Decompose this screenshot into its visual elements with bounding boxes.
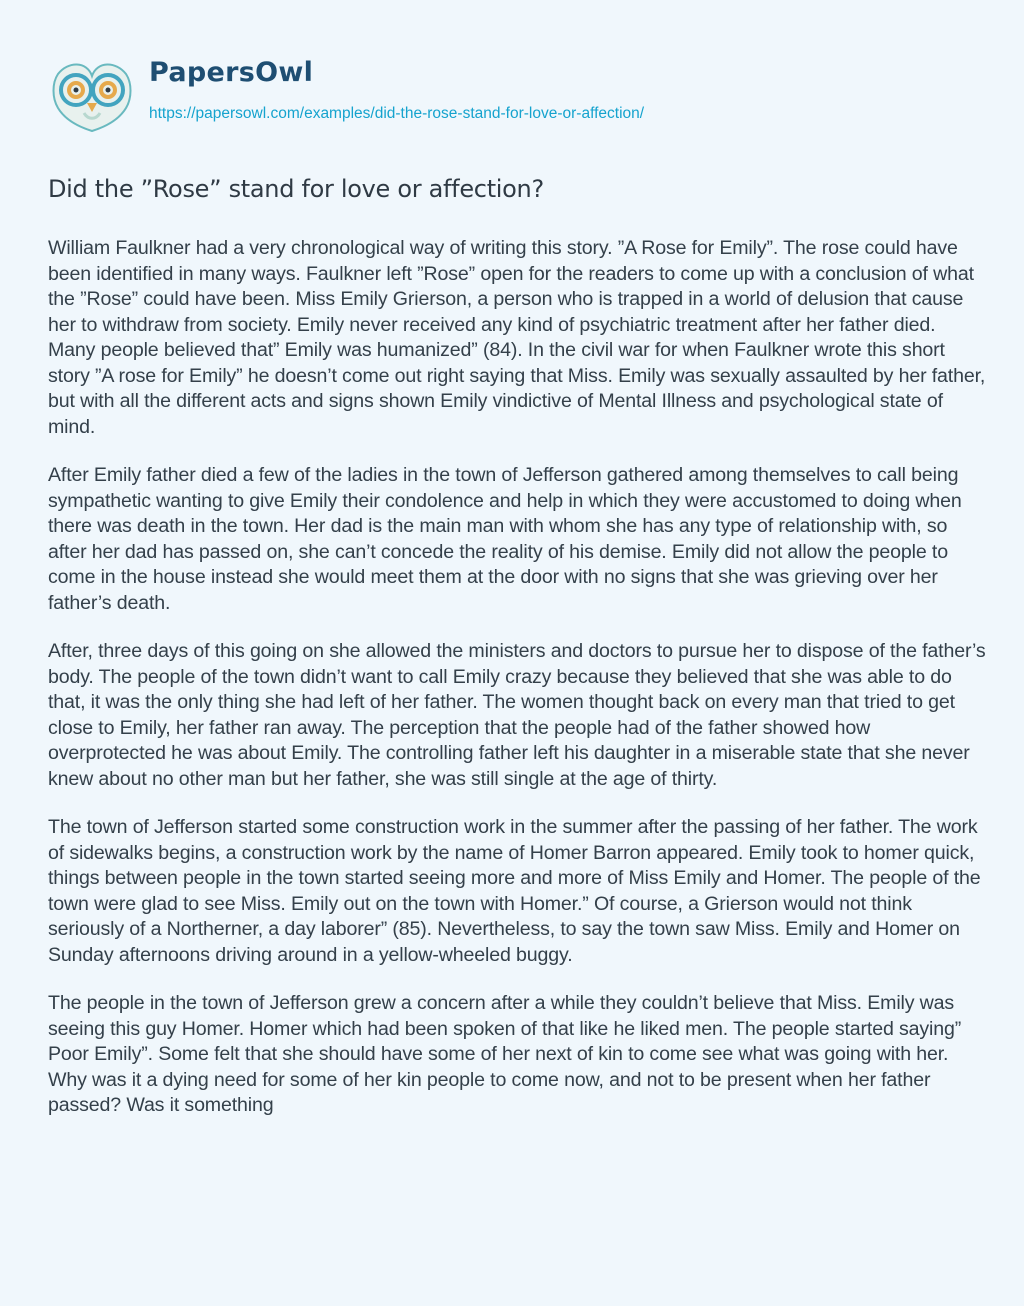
site-header	[48, 55, 644, 135]
page-title: Did the ”Rose” stand for love or affection?	[48, 175, 544, 203]
essay-paragraph: After, three days of this going on she allowed the ministers and doctors to pursue her to dispose of the father’s body. The people of the town didn’t want to call Emily crazy because they believed that she was able to do that, it was the only thing she had left of her father. The women thought back on every man that tried to get close to Emily, her father ran away. The perception that the people had of the father showed how overprotected he was about Emily. The controlling father left his daughter in a miserable state that she never knew about no other man but her father, she was still single at the age of thirty.	[48, 640, 986, 790]
essay-paragraph: The town of Jefferson started some construction work in the summer after the passing of her father. The work of sidewalks begins, a construction work by the name of Homer Barron appeared. Emily took to homer quick, things between people in the town started seeing more and more of Miss Emily and Homer. The people of the town were glad to see Miss. Emily out on the town with Homer.” Of course, a Grierson would not think seriously of a Northerner, a day laborer” (85). Nevertheless, to say the town saw Miss. Emily and Homer on Sunday afternoons driving around in a yellow-wheeled buggy.	[48, 816, 981, 966]
essay-paragraph: The people in the town of Jefferson grew a concern after a while they couldn’t believe that Miss. Emily was seeing this guy Homer. Homer which had been spoken of that like he liked men. The people started saying” Poor Emily”. Some felt that she should have some of her next of kin to come see what was going with her. Why was it a dying need for some of her kin people to come now, and not to be present when her father passed? Was it something	[48, 992, 962, 1116]
brand-text	[149, 56, 644, 126]
essay-paragraph: After Emily father died a few of the ladies in the town of Jefferson gathered among themselves to call being sympathetic wanting to give Emily their condolence and help in which they were accustomed to doing when there was death in the town. Her dad is the main man with whom she has any type of relationship with, so after her dad has passed on, she can’t concede the reality of his demise. Emily did not allow the people to come in the house instead she would meet them at the door with no signs that she was grieving over her father’s death.	[48, 464, 962, 614]
brand-name: PapersOwl	[149, 57, 314, 88]
essay-body	[48, 236, 988, 1142]
owl-logo-icon[interactable]	[48, 56, 136, 134]
source-url-link[interactable]: https://papersowl.com/examples/did-the-rose-stand-for-love-or-affection/	[149, 105, 645, 122]
essay-paragraph: William Faulkner had a very chronological way of writing this story. ”A Rose for Emily”. The rose could have been identified in many ways. Faulkner left ”Rose” open for the readers to come up with a conclusion of what the ”Rose” could have been. Miss Emily Grierson, a person who is trapped in a world of delusion that cause her to withdraw from society. Emily never received any kind of psychiatric treatment after her father died. Many people believed that” Emily was humanized” (84). In the civil war for when Faulkner wrote this short story ”A rose for Emily” he doesn’t come out right saying that Miss. Emily was sexually assaulted by her father, but with all the different acts and signs shown Emily vindictive of Mental Illness and psychological state of mind.	[48, 237, 986, 438]
